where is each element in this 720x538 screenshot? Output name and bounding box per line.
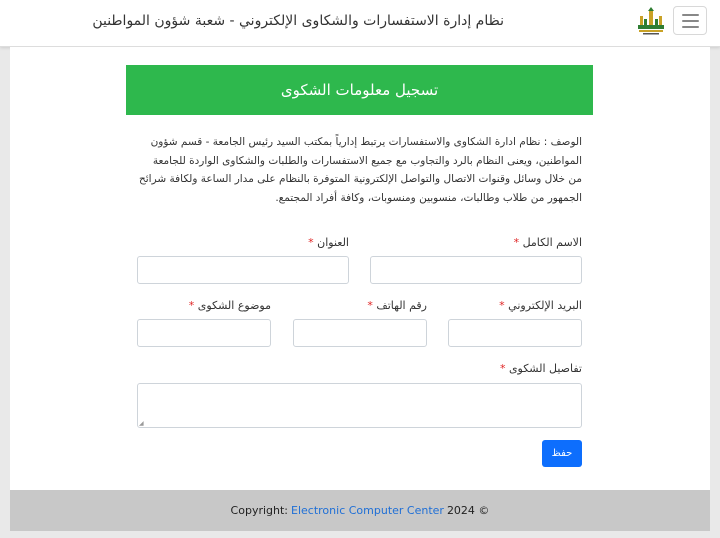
university-logo-icon[interactable] [635, 7, 667, 35]
subject-label-text: موضوع الشكوى [197, 299, 271, 312]
details-label [500, 362, 582, 375]
subject-label [189, 299, 271, 312]
footer-copyright-year: 2024 © [446, 504, 490, 517]
phone-label-text: رقم الهاتف [376, 299, 427, 312]
phone-label [367, 299, 427, 312]
top-navbar [0, 0, 720, 47]
hamburger-icon [682, 20, 699, 22]
full-name-label-text: الاسم الكامل [522, 236, 582, 249]
subject-input[interactable] [137, 319, 271, 347]
hamburger-icon [682, 26, 699, 28]
resize-handle-icon[interactable]: ◢ [139, 420, 144, 427]
footer [10, 490, 710, 531]
full-name-label [514, 236, 582, 249]
required-mark: * [499, 362, 506, 375]
site-title: نظام إدارة الاستفسارات والشكاوى الإلكتروني - شعبة شؤون المواطنين [92, 13, 504, 29]
menu-toggle-button[interactable] [673, 6, 707, 35]
email-input[interactable] [448, 319, 582, 347]
phone-input[interactable] [293, 319, 427, 347]
form-banner-title: تسجيل معلومات الشكوى [126, 65, 593, 115]
address-input[interactable] [137, 256, 349, 284]
address-label [308, 236, 349, 249]
footer-link[interactable]: Electronic Computer Center [291, 504, 444, 517]
required-mark: * [367, 299, 373, 312]
required-mark: * [308, 236, 314, 249]
footer-copyright-prefix: Copyright: [230, 504, 289, 517]
email-label-text: البريد الإلكتروني [508, 299, 582, 312]
form-description: الوصف : نظام ادارة الشكاوى والاستفسارات يرتبط إدارياً بمكتب السيد رئيس الجامعة - قسم شؤون المواطنين، ويعنى النظام بالرد والتجاوب مع جميع الاستفسارات والطلبات والشكاوى الواردة للجامعة من خلال وسائل وقنوات الاتصال والتواصل الإلكترونية المتوفرة بالنظام على مدار الساعة ولكافة شرائح الجمهور من طلاب وطالبات، منسوبين ومنسوبات، وكافة أفراد المجتمع. [138, 136, 582, 204]
address-label-text: العنوان [317, 236, 349, 249]
save-button[interactable]: حفظ [542, 440, 582, 467]
hamburger-icon [682, 14, 699, 16]
email-label [499, 299, 582, 312]
details-textarea[interactable] [137, 383, 582, 428]
details-label-text: تفاصيل الشكوى [508, 362, 582, 375]
full-name-input[interactable] [370, 256, 582, 284]
required-mark: * [188, 299, 195, 312]
required-mark: * [499, 299, 505, 312]
required-mark: * [513, 236, 520, 249]
